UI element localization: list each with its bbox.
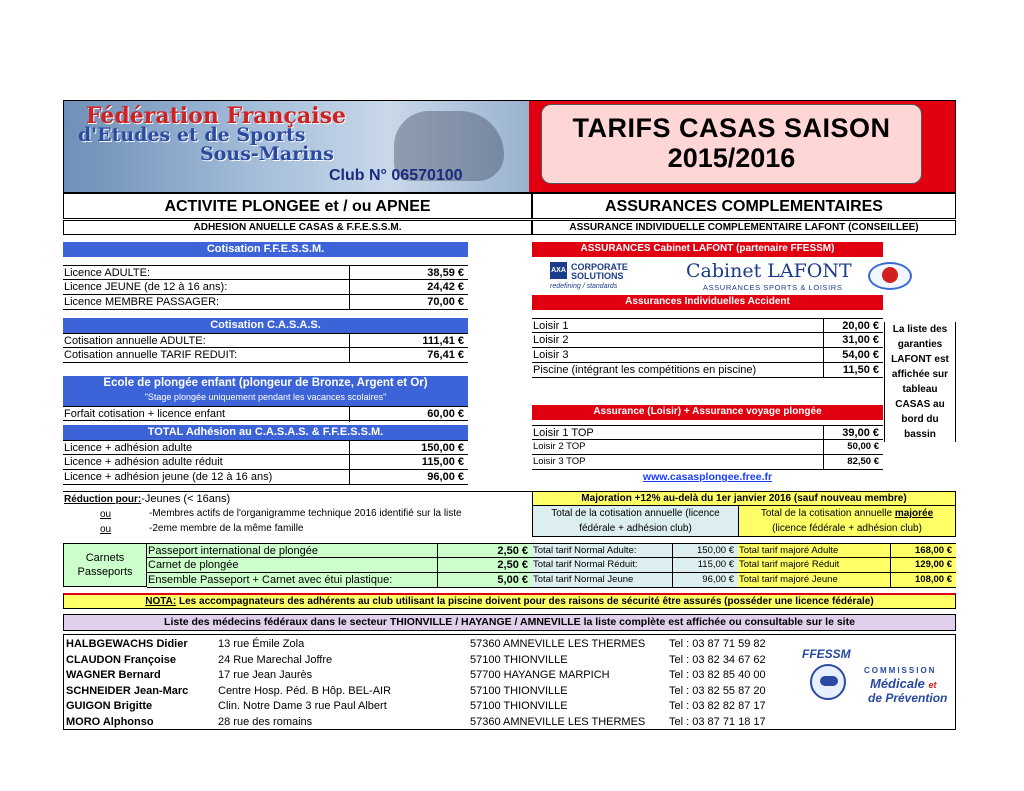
casas-row-0-value: 111,41 € — [349, 334, 468, 349]
casas-row-0-label: Cotisation annuelle ADULTE: — [64, 335, 206, 347]
medecin-5-tel: Tel : 03 87 71 18 17 — [669, 715, 766, 728]
title-line-2: 2015/2016 — [667, 143, 796, 173]
loisir-row-3 — [532, 363, 883, 378]
normal-total-row-2-value: 96,00 € — [672, 573, 738, 588]
axa-corporate: CORPORATE — [571, 262, 628, 272]
top-row-2-value: 82,50 € — [823, 455, 883, 470]
loisir-row-3-label: Piscine (intégrant les compétitions en piscine) — [533, 364, 757, 376]
carnet-row-0-value: 2,50 € — [437, 544, 532, 559]
major-header-2: (licence fédérale + adhésion club) — [772, 523, 922, 534]
diver-logo-icon — [810, 664, 846, 700]
major-total-row-2 — [738, 573, 956, 588]
carnets-label — [63, 543, 147, 587]
total-row-2 — [63, 470, 468, 485]
normal-total-row-1-label: Total tarif Normal Réduit: — [533, 559, 638, 570]
ffessm-row-1-label: Licence JEUNE (de 12 à 16 ans): — [64, 281, 228, 293]
reduction-ou-2: ou — [100, 524, 112, 535]
axa-solutions: SOLUTIONS — [571, 271, 624, 281]
major-total-row-1-label: Total tarif majoré Réduit — [739, 559, 840, 570]
top-row-0-label: Loisir 1 TOP — [533, 427, 594, 439]
loisir-row-2-label: Loisir 3 — [533, 349, 569, 361]
reduction-line-1: -Jeunes (< 16ans) — [141, 493, 231, 505]
normal-total-row-2-label: Total tarif Normal Jeune — [533, 574, 634, 585]
carnet-row-0-label: Passeport international de plongée — [148, 545, 319, 557]
commission-text: COMMISSION — [864, 666, 937, 675]
total-row-0-value: 150,00 € — [349, 441, 468, 456]
loisir-row-3-value: 11,50 € — [823, 363, 883, 378]
ffessm-row-2-value: 70,00 € — [349, 295, 468, 310]
major-header-1: Total de la cotisation annuelle — [760, 508, 895, 519]
medecin-2-addr: 17 rue Jean Jaurès — [218, 669, 313, 681]
medecin-4-city: 57100 THIONVILLE — [470, 700, 568, 712]
ffessm-partner-icon — [868, 262, 912, 290]
medecin-3-addr: Centre Hosp. Péd. B Hôp. BEL-AIR — [218, 684, 392, 697]
major-total-row-1-value: 129,00 € — [890, 558, 956, 573]
medecin-1-addr: 24 Rue Marechal Joffre — [218, 653, 333, 666]
loisir-row-2 — [532, 348, 883, 363]
top-row-1-value: 50,00 € — [823, 440, 883, 455]
club-number: Club N° 06570100 — [329, 167, 463, 184]
medecin-2-city: 57700 HAYANGE MARPICH — [470, 669, 610, 681]
medecin-4-addr: Clin. Notre Dame 3 rue Paul Albert — [218, 700, 387, 712]
axa-tagline: redefining / standards — [550, 283, 618, 290]
major-total-row-2-value: 108,00 € — [890, 573, 956, 588]
total-row-2-label: Licence + adhésion jeune (de 12 à 16 ans) — [64, 471, 273, 483]
carnet-row-2 — [147, 573, 532, 588]
normal-total-row-1-value: 115,00 € — [672, 558, 738, 573]
adhesion-title: ADHESION ANUELLE CASAS & F.F.E.S.S.M. — [63, 220, 532, 235]
website-link[interactable]: www.casasplongee.free.fr — [642, 471, 773, 483]
ffessm-logo-text: FFESSM — [802, 647, 851, 661]
loisir-row-2-value: 54,00 € — [823, 348, 883, 363]
nota-text: Les accompagnateurs des adhérents au club utilisant la piscine doivent pour des raisons de sécurité être assurés (posséder une licence fédérale) — [176, 596, 874, 607]
carnet-row-1-label: Carnet de plongée — [148, 559, 239, 571]
normal-total-row-1 — [532, 558, 738, 573]
ecole-subtitle: "Stage plongée uniquement pendant les vacances scolaires" — [144, 392, 387, 402]
major-total-row-0-value: 168,00 € — [890, 544, 956, 559]
medicale-text — [870, 676, 937, 691]
title-box — [541, 104, 922, 184]
casas-row-0 — [63, 333, 468, 348]
casas-row-1 — [63, 348, 468, 363]
medecin-1-city: 57100 THIONVILLE — [470, 653, 568, 666]
ffessm-row-0-value: 38,59 € — [349, 266, 468, 281]
medecin-1-name: CLAUDON Françoise — [66, 653, 177, 666]
ecole-row-label: Forfait cotisation + licence enfant — [64, 408, 226, 420]
top-row-0 — [532, 425, 883, 440]
reduction-line-2: -Membres actifs de l'organigramme technique 2016 identifié sur la liste — [149, 508, 462, 519]
logo-line-3: Sous-Marins — [200, 143, 334, 165]
voyage-bar: Assurance (Loisir) + Assurance voyage plongée — [532, 405, 883, 420]
axa-square-icon: AXA — [550, 262, 567, 279]
ecole-title: Ecole de plongée enfant (plongeur de Bronze, Argent et Or) — [103, 377, 428, 389]
ffessm-row-2-label: Licence MEMBRE PASSAGER: — [64, 296, 220, 308]
carnet-row-2-label: Ensemble Passeport + Carnet avec étui plastique: — [148, 574, 393, 586]
reduction-ou-1: ou — [100, 509, 112, 520]
total-row-2-value: 96,00 € — [349, 470, 468, 485]
et-word: et — [928, 680, 937, 690]
ffessm-row-0-label: Licence ADULTE: — [64, 267, 151, 279]
total-row-1-label: Licence + adhésion adulte réduit — [64, 456, 223, 468]
reduction-block — [63, 491, 532, 537]
medecin-4-tel: Tel : 03 82 82 87 17 — [669, 700, 766, 712]
major-header-underline: majorée — [894, 508, 934, 519]
logo-line-1: Fédération Française — [86, 103, 346, 129]
medecin-3-tel: Tel : 03 82 55 87 20 — [669, 684, 766, 697]
ffessm-row-2 — [63, 295, 468, 310]
normal-header — [532, 506, 738, 537]
logo-panel — [64, 101, 529, 192]
loisir-row-1-label: Loisir 2 — [533, 334, 569, 346]
top-row-2-label: Loisir 3 TOP — [533, 456, 586, 467]
ecole-row-value: 60,00 € — [349, 407, 468, 422]
accident-bar: Assurances Individuelles Accident — [532, 295, 883, 310]
ecole-bar — [63, 376, 468, 406]
loisir-row-0-value: 20,00 € — [823, 319, 883, 334]
casas-bar: Cotisation C.A.S.A.S. — [63, 318, 468, 333]
medecin-5-name: MORO Alphonso — [66, 715, 154, 728]
ecole-row — [63, 406, 468, 421]
lafont-side-note: La liste des garanties LAFONT est affichée sur tableau CASAS au bord du bassin — [884, 322, 956, 442]
medecin-5-city: 57360 AMNEVILLE LES THERMES — [470, 715, 646, 728]
total-bar: TOTAL Adhésion au C.A.S.A.S. & F.F.E.S.S.M. — [63, 425, 468, 440]
medecin-3-name: SCHNEIDER Jean-Marc — [66, 684, 189, 697]
loisir-row-1-value: 31,00 € — [823, 333, 883, 348]
medecin-0-addr: 13 rue Émile Zola — [218, 638, 305, 650]
normal-header-2: fédérale + adhésion club) — [579, 523, 692, 534]
medecin-2-tel: Tel : 03 82 85 40 00 — [669, 669, 766, 681]
reduction-label: Réduction pour: — [64, 494, 142, 505]
normal-total-row-0-value: 150,00 € — [672, 544, 738, 559]
medecin-2-name: WAGNER Bernard — [66, 669, 161, 681]
majoration-banner: Majoration +12% au-delà du 1er janvier 2016 (sauf nouveau membre) — [532, 491, 956, 506]
prevention-text: de Prévention — [868, 691, 948, 705]
total-row-0 — [63, 440, 468, 455]
ffessm-row-1-value: 24,42 € — [349, 280, 468, 295]
nota-banner — [63, 593, 956, 609]
medicale-word: Médicale — [870, 676, 925, 691]
medecin-5-addr: 28 rue des romains — [218, 715, 313, 728]
medecins-title: Liste des médecins fédéraux dans le secteur THIONVILLE / HAYANGE / AMNEVILLE la liste complète est affichée ou consultable sur le site — [63, 614, 956, 631]
activity-title: ACTIVITE PLONGEE et / ou APNEE — [63, 193, 532, 219]
normal-total-row-0-label: Total tarif Normal Adulte: — [533, 545, 637, 556]
lafont-bar: ASSURANCES Cabinet LAFONT (partenaire FFESSM) — [532, 242, 883, 257]
carnet-row-2-value: 5,00 € — [437, 573, 532, 588]
normal-total-row-2 — [532, 573, 738, 588]
normal-header-1: Total de la cotisation annuelle (licence — [551, 508, 720, 519]
carnet-row-0 — [147, 543, 532, 558]
casas-row-1-label: Cotisation annuelle TARIF REDUIT: — [64, 349, 238, 361]
major-header — [738, 506, 956, 537]
loisir-row-1 — [532, 333, 883, 348]
top-row-1 — [532, 440, 883, 455]
carnets-label-1: Carnets — [85, 552, 125, 564]
loisir-row-0 — [532, 318, 883, 333]
ffessm-row-1 — [63, 280, 468, 295]
total-row-1-value: 115,00 € — [349, 455, 468, 470]
major-total-row-2-label: Total tarif majoré Jeune — [739, 574, 838, 585]
major-total-row-0-label: Total tarif majoré Adulte — [739, 545, 839, 556]
medecin-4-name: GUIGON Brigitte — [66, 700, 153, 712]
medecin-0-city: 57360 AMNEVILLE LES THERMES — [470, 638, 646, 650]
loisir-row-0-label: Loisir 1 — [533, 320, 569, 332]
ffessm-bar: Cotisation F.F.E.S.S.M. — [63, 242, 468, 257]
major-total-row-1 — [738, 558, 956, 573]
top-row-0-value: 39,00 € — [823, 426, 883, 441]
carnet-row-1 — [147, 558, 532, 573]
carnet-row-1-value: 2,50 € — [437, 558, 532, 573]
assurance-title: ASSURANCES COMPLEMENTAIRES — [532, 193, 956, 219]
top-row-2 — [532, 455, 883, 470]
total-row-0-label: Licence + adhésion adulte — [64, 442, 193, 454]
axa-logo — [550, 262, 660, 292]
title-line-1: TARIFS CASAS SAISON — [572, 113, 891, 143]
normal-total-row-0 — [532, 543, 738, 558]
logo-line-2: d'Etudes et de Sports — [78, 124, 306, 146]
assurance-subtitle: ASSURANCE INDIVIDUELLE COMPLEMENTAIRE LAFONT (CONSEILLEE) — [532, 220, 956, 235]
nota-label: NOTA: — [145, 596, 177, 607]
medecin-1-tel: Tel : 03 82 34 67 62 — [669, 653, 766, 666]
carnets-label-2: Passeports — [77, 566, 133, 578]
medecin-3-city: 57100 THIONVILLE — [470, 684, 568, 697]
medical-commission-logo — [790, 644, 950, 708]
ffessm-row-0 — [63, 265, 468, 280]
reduction-line-3: -2eme membre de la même famille — [149, 523, 304, 534]
casas-row-1-value: 76,41 € — [349, 348, 468, 363]
lafont-logo-name: Cabinet LAFONT — [686, 260, 852, 282]
major-total-row-0 — [738, 543, 956, 558]
top-row-1-label: Loisir 2 TOP — [533, 441, 586, 452]
total-row-1 — [63, 455, 468, 470]
medecin-0-name: HALBGEWACHS Didier — [66, 638, 188, 650]
lafont-logo-sub: ASSURANCES SPORTS & LOISIRS — [703, 283, 843, 292]
medecin-0-tel: Tel : 03 87 71 59 82 — [669, 638, 766, 650]
